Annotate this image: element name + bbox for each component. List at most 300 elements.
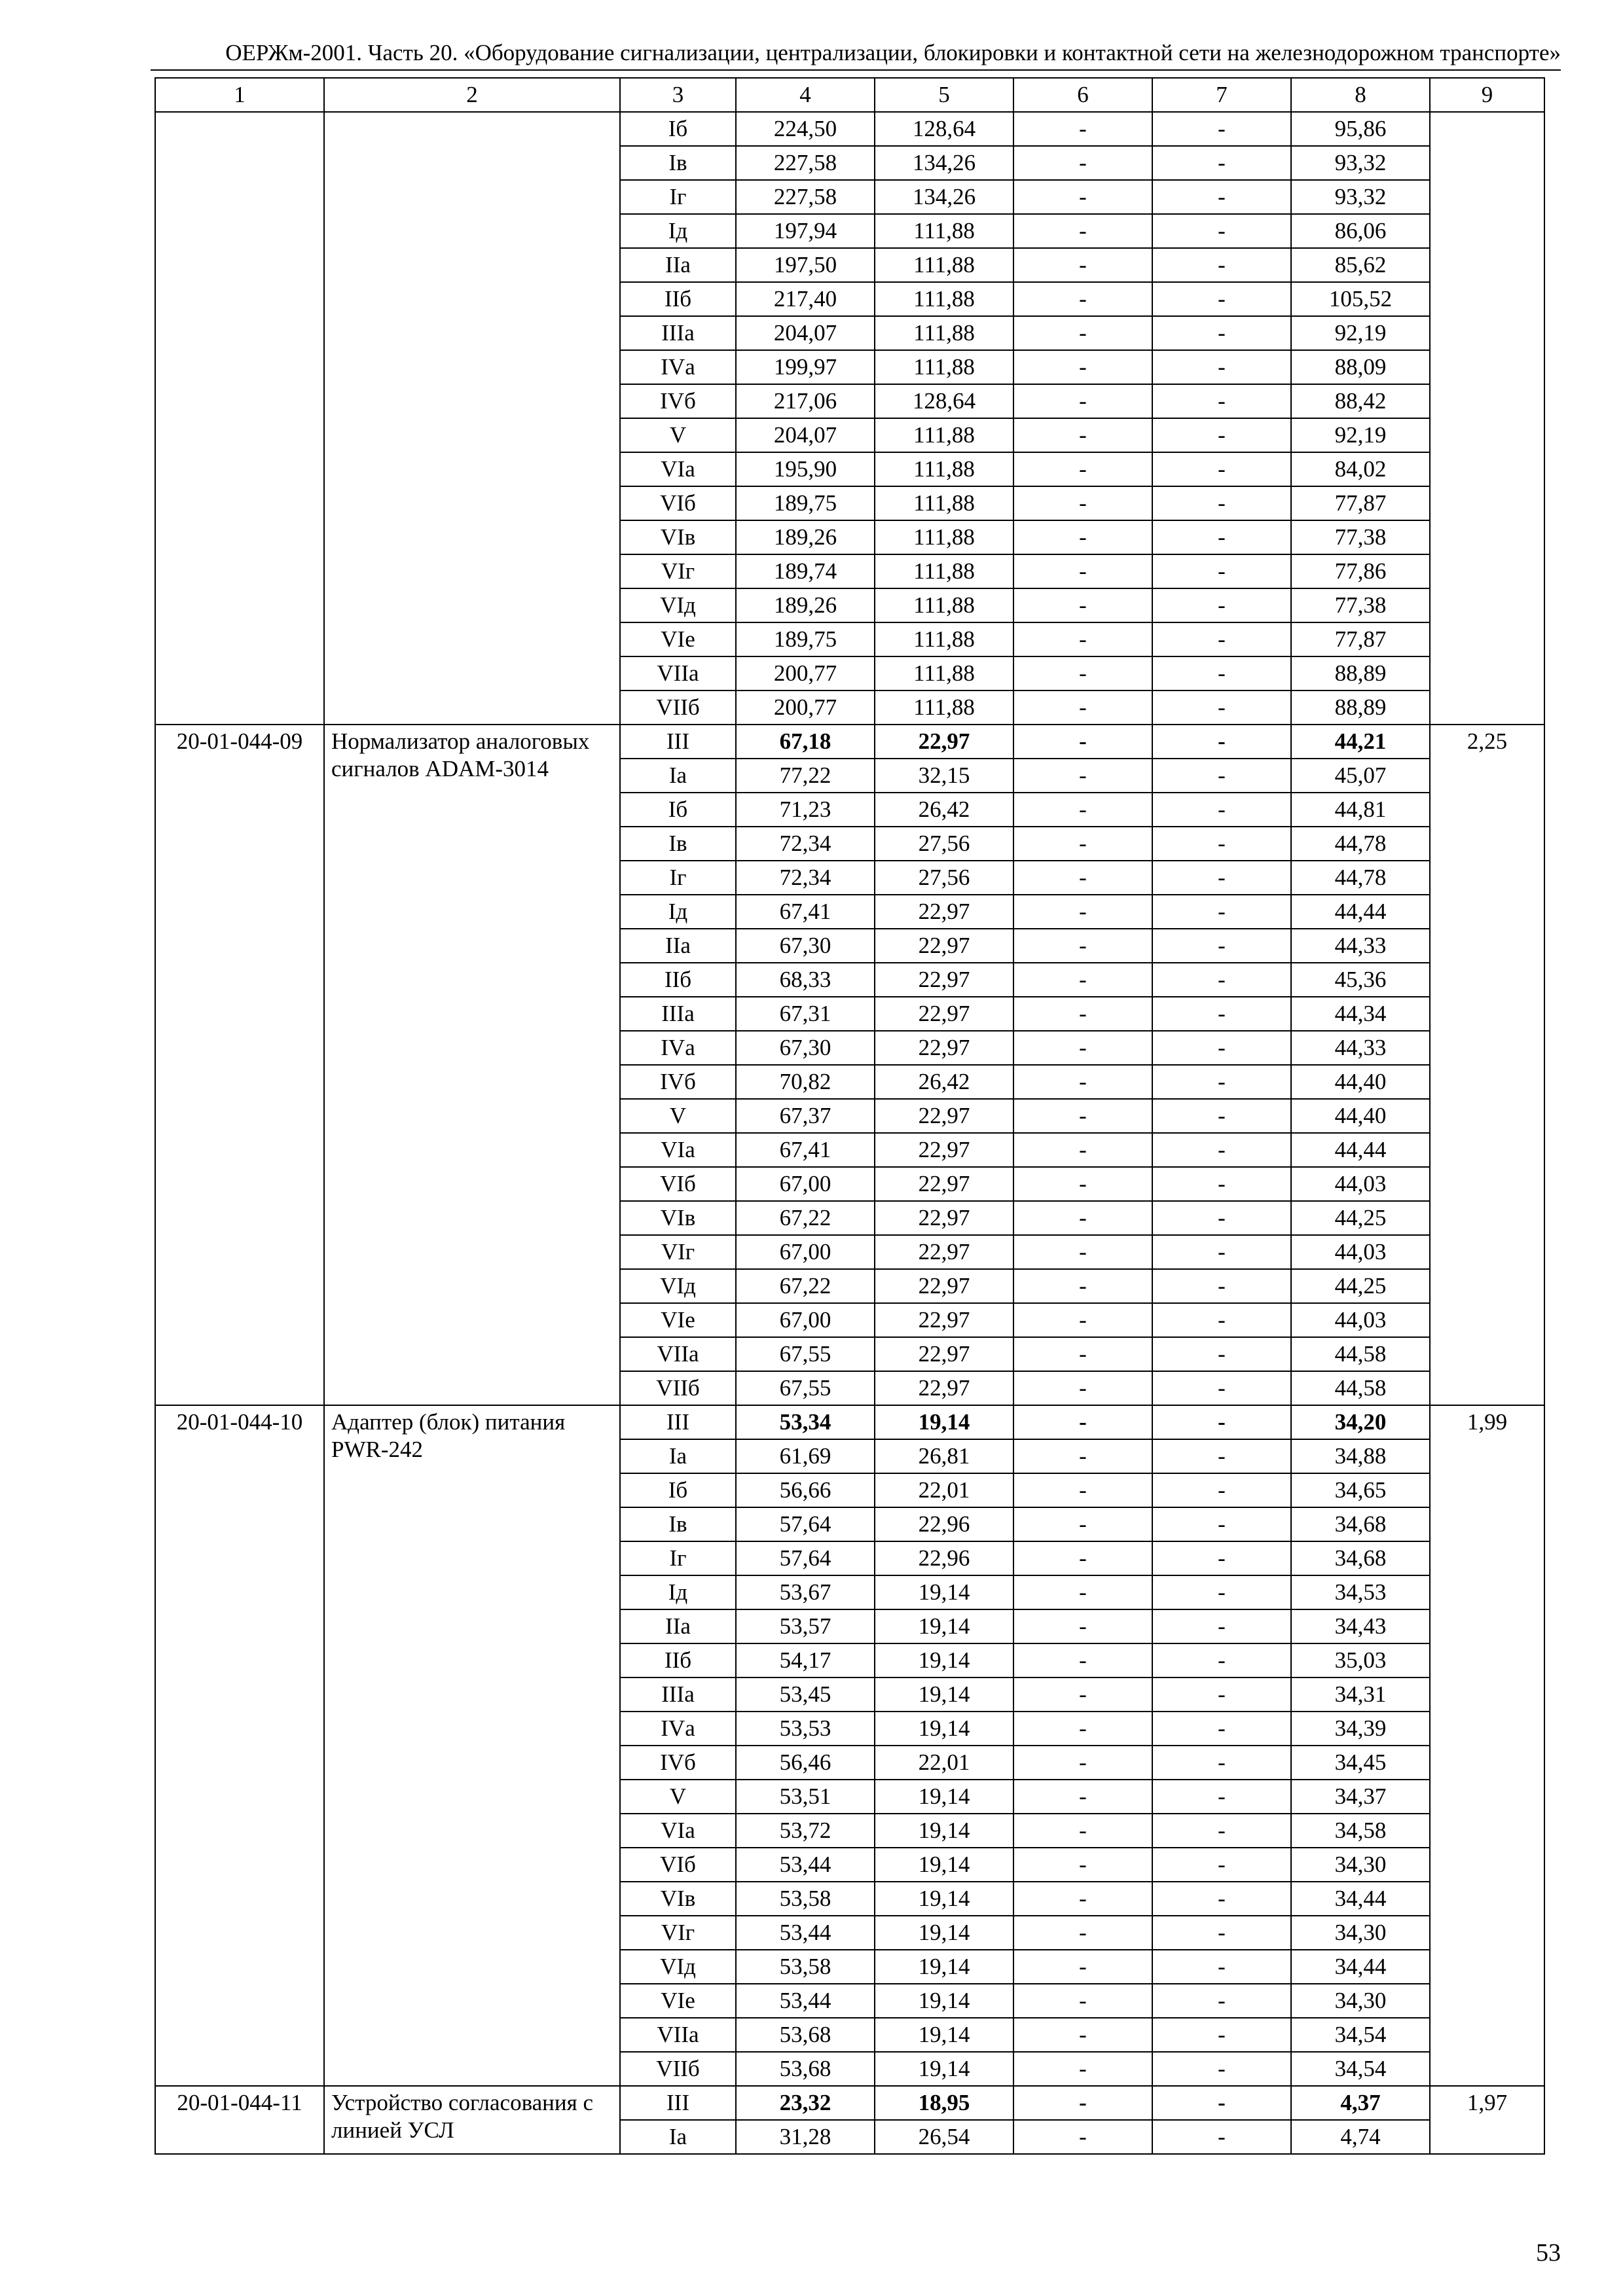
- labor-cost: 111,88: [875, 350, 1013, 384]
- labor-cost: 22,97: [875, 1201, 1013, 1235]
- material-cost: 44,33: [1291, 1031, 1430, 1065]
- direct-cost: 200,77: [736, 656, 875, 691]
- machinist-wage: -: [1152, 1677, 1291, 1712]
- work-name: Нормализатор аналоговых сигналов ADAM-3014: [324, 725, 620, 1405]
- machine-cost: -: [1013, 1405, 1152, 1439]
- zone-label: IVа: [620, 350, 736, 384]
- labor-cost: 19,14: [875, 1780, 1013, 1814]
- labor-hours: 1,99: [1430, 1405, 1544, 2086]
- labor-cost: 134,26: [875, 146, 1013, 180]
- machine-cost: -: [1013, 1201, 1152, 1235]
- material-cost: 34,43: [1291, 1609, 1430, 1643]
- machine-cost: -: [1013, 1031, 1152, 1065]
- direct-cost: 224,50: [736, 112, 875, 146]
- direct-cost: 77,22: [736, 759, 875, 793]
- zone-label: IIб: [620, 1643, 736, 1677]
- labor-cost: 111,88: [875, 520, 1013, 554]
- material-cost: 34,30: [1291, 1848, 1430, 1882]
- machinist-wage: -: [1152, 622, 1291, 656]
- machine-cost: -: [1013, 827, 1152, 861]
- zone-label: VIв: [620, 520, 736, 554]
- labor-cost: 26,54: [875, 2120, 1013, 2154]
- labor-cost: 111,88: [875, 452, 1013, 486]
- machinist-wage: -: [1152, 963, 1291, 997]
- material-cost: 85,62: [1291, 248, 1430, 282]
- machine-cost: -: [1013, 1848, 1152, 1882]
- rates-table: [155, 77, 1545, 2155]
- machine-cost: -: [1013, 861, 1152, 895]
- direct-cost: 204,07: [736, 316, 875, 350]
- material-cost: 34,39: [1291, 1712, 1430, 1746]
- machinist-wage: -: [1152, 1133, 1291, 1167]
- machinist-wage: -: [1152, 691, 1291, 725]
- machine-cost: -: [1013, 1677, 1152, 1712]
- machinist-wage: -: [1152, 1609, 1291, 1643]
- labor-cost: 22,97: [875, 963, 1013, 997]
- machine-cost: -: [1013, 1609, 1152, 1643]
- zone-label: VIа: [620, 1814, 736, 1848]
- machinist-wage: -: [1152, 2086, 1291, 2120]
- zone-label: VIIб: [620, 2052, 736, 2086]
- machine-cost: -: [1013, 895, 1152, 929]
- material-cost: 44,58: [1291, 1337, 1430, 1371]
- machine-cost: -: [1013, 2052, 1152, 2086]
- direct-cost: 53,72: [736, 1814, 875, 1848]
- zone-label: VIIб: [620, 691, 736, 725]
- column-number-row: [155, 78, 1544, 112]
- material-cost: 44,34: [1291, 997, 1430, 1031]
- machine-cost: -: [1013, 1814, 1152, 1848]
- zone-label: VIб: [620, 1167, 736, 1201]
- machine-cost: -: [1013, 1065, 1152, 1099]
- material-cost: 34,37: [1291, 1780, 1430, 1814]
- machinist-wage: -: [1152, 452, 1291, 486]
- machinist-wage: -: [1152, 112, 1291, 146]
- zone-label: VIа: [620, 1133, 736, 1167]
- column-number: 2: [324, 78, 620, 112]
- machine-cost: -: [1013, 1984, 1152, 2018]
- labor-hours: 2,25: [1430, 725, 1544, 1405]
- machinist-wage: -: [1152, 1643, 1291, 1677]
- machine-cost: -: [1013, 554, 1152, 588]
- material-cost: 88,89: [1291, 656, 1430, 691]
- machine-cost: -: [1013, 1780, 1152, 1814]
- material-cost: 88,89: [1291, 691, 1430, 725]
- labor-cost: 19,14: [875, 1984, 1013, 2018]
- zone-label: VIд: [620, 588, 736, 622]
- zone-label: VIб: [620, 1848, 736, 1882]
- machine-cost: -: [1013, 1541, 1152, 1575]
- machinist-wage: -: [1152, 793, 1291, 827]
- work-name: Устройство согласования с линией УСЛ: [324, 2086, 620, 2154]
- direct-cost: 67,55: [736, 1371, 875, 1405]
- labor-cost: 111,88: [875, 214, 1013, 248]
- material-cost: 93,32: [1291, 180, 1430, 214]
- material-cost: 34,30: [1291, 1916, 1430, 1950]
- labor-cost: 111,88: [875, 316, 1013, 350]
- material-cost: 92,19: [1291, 418, 1430, 452]
- material-cost: 34,65: [1291, 1473, 1430, 1507]
- machine-cost: -: [1013, 793, 1152, 827]
- machinist-wage: -: [1152, 1780, 1291, 1814]
- direct-cost: 54,17: [736, 1643, 875, 1677]
- machine-cost: -: [1013, 1269, 1152, 1303]
- direct-cost: 227,58: [736, 180, 875, 214]
- direct-cost: 72,34: [736, 861, 875, 895]
- labor-cost: 19,14: [875, 1575, 1013, 1609]
- labor-cost: 22,96: [875, 1541, 1013, 1575]
- material-cost: 44,21: [1291, 725, 1430, 759]
- labor-cost: 19,14: [875, 1712, 1013, 1746]
- direct-cost: 197,50: [736, 248, 875, 282]
- material-cost: 77,87: [1291, 622, 1430, 656]
- material-cost: 105,52: [1291, 282, 1430, 316]
- rate-code: 20-01-044-09: [155, 725, 324, 1405]
- zone-label: IIб: [620, 282, 736, 316]
- direct-cost: 217,06: [736, 384, 875, 418]
- material-cost: 34,30: [1291, 1984, 1430, 2018]
- direct-cost: 56,46: [736, 1746, 875, 1780]
- machine-cost: -: [1013, 1133, 1152, 1167]
- machine-cost: -: [1013, 1643, 1152, 1677]
- direct-cost: 189,75: [736, 622, 875, 656]
- machinist-wage: -: [1152, 725, 1291, 759]
- labor-cost: 19,14: [875, 1405, 1013, 1439]
- zone-label: Iд: [620, 895, 736, 929]
- zone-label: Iб: [620, 793, 736, 827]
- column-number: 8: [1291, 78, 1430, 112]
- table-body: [155, 112, 1544, 2154]
- work-name: [324, 112, 620, 725]
- material-cost: 34,53: [1291, 1575, 1430, 1609]
- machine-cost: -: [1013, 1882, 1152, 1916]
- machinist-wage: -: [1152, 180, 1291, 214]
- direct-cost: 67,30: [736, 1031, 875, 1065]
- material-cost: 77,87: [1291, 486, 1430, 520]
- labor-cost: 19,14: [875, 1609, 1013, 1643]
- machine-cost: -: [1013, 180, 1152, 214]
- labor-cost: 19,14: [875, 1882, 1013, 1916]
- labor-cost: 19,14: [875, 1848, 1013, 1882]
- machinist-wage: -: [1152, 861, 1291, 895]
- labor-cost: 111,88: [875, 248, 1013, 282]
- zone-label: III: [620, 2086, 736, 2120]
- labor-cost: 22,97: [875, 895, 1013, 929]
- material-cost: 44,40: [1291, 1065, 1430, 1099]
- column-number: 4: [736, 78, 875, 112]
- direct-cost: 61,69: [736, 1439, 875, 1473]
- table-row: [155, 725, 1544, 759]
- machine-cost: -: [1013, 588, 1152, 622]
- zone-label: VIг: [620, 1916, 736, 1950]
- material-cost: 44,44: [1291, 1133, 1430, 1167]
- labor-cost: 27,56: [875, 861, 1013, 895]
- material-cost: 44,03: [1291, 1303, 1430, 1337]
- zone-label: VIг: [620, 1235, 736, 1269]
- machine-cost: -: [1013, 1746, 1152, 1780]
- work-name: Адаптер (блок) питания PWR-242: [324, 1405, 620, 2086]
- zone-label: VIд: [620, 1950, 736, 1984]
- zone-label: VIIб: [620, 1371, 736, 1405]
- machinist-wage: -: [1152, 2018, 1291, 2052]
- zone-label: III: [620, 725, 736, 759]
- direct-cost: 189,26: [736, 520, 875, 554]
- zone-label: IIб: [620, 963, 736, 997]
- labor-cost: 19,14: [875, 1814, 1013, 1848]
- labor-cost: 22,97: [875, 929, 1013, 963]
- machine-cost: -: [1013, 1235, 1152, 1269]
- machine-cost: -: [1013, 1337, 1152, 1371]
- labor-hours: 1,97: [1430, 2086, 1544, 2154]
- direct-cost: 67,18: [736, 725, 875, 759]
- direct-cost: 189,74: [736, 554, 875, 588]
- labor-cost: 134,26: [875, 180, 1013, 214]
- direct-cost: 53,57: [736, 1609, 875, 1643]
- direct-cost: 67,55: [736, 1337, 875, 1371]
- material-cost: 44,78: [1291, 861, 1430, 895]
- machine-cost: -: [1013, 1167, 1152, 1201]
- material-cost: 77,86: [1291, 554, 1430, 588]
- zone-label: Iд: [620, 214, 736, 248]
- material-cost: 88,09: [1291, 350, 1430, 384]
- zone-label: V: [620, 1780, 736, 1814]
- zone-label: IIа: [620, 1609, 736, 1643]
- zone-label: Iг: [620, 180, 736, 214]
- machine-cost: -: [1013, 248, 1152, 282]
- material-cost: 44,58: [1291, 1371, 1430, 1405]
- direct-cost: 71,23: [736, 793, 875, 827]
- material-cost: 34,44: [1291, 1950, 1430, 1984]
- machine-cost: -: [1013, 759, 1152, 793]
- machinist-wage: -: [1152, 1099, 1291, 1133]
- direct-cost: 53,68: [736, 2018, 875, 2052]
- material-cost: 4,37: [1291, 2086, 1430, 2120]
- labor-cost: 128,64: [875, 384, 1013, 418]
- labor-cost: 22,97: [875, 1371, 1013, 1405]
- labor-cost: 27,56: [875, 827, 1013, 861]
- zone-label: IIIа: [620, 316, 736, 350]
- machinist-wage: -: [1152, 282, 1291, 316]
- material-cost: 44,25: [1291, 1269, 1430, 1303]
- zone-label: Iа: [620, 759, 736, 793]
- machinist-wage: -: [1152, 554, 1291, 588]
- machine-cost: -: [1013, 282, 1152, 316]
- labor-cost: 111,88: [875, 486, 1013, 520]
- machinist-wage: -: [1152, 929, 1291, 963]
- labor-cost: 26,42: [875, 1065, 1013, 1099]
- direct-cost: 189,26: [736, 588, 875, 622]
- machine-cost: -: [1013, 2120, 1152, 2154]
- labor-cost: 111,88: [875, 622, 1013, 656]
- labor-cost: 22,97: [875, 1133, 1013, 1167]
- machine-cost: -: [1013, 418, 1152, 452]
- direct-cost: 227,58: [736, 146, 875, 180]
- labor-cost: 19,14: [875, 1643, 1013, 1677]
- column-number: 9: [1430, 78, 1544, 112]
- material-cost: 95,86: [1291, 112, 1430, 146]
- direct-cost: 67,41: [736, 895, 875, 929]
- labor-cost: 111,88: [875, 554, 1013, 588]
- material-cost: 34,45: [1291, 1746, 1430, 1780]
- direct-cost: 217,40: [736, 282, 875, 316]
- labor-cost: 22,97: [875, 1269, 1013, 1303]
- direct-cost: 31,28: [736, 2120, 875, 2154]
- machine-cost: -: [1013, 1712, 1152, 1746]
- column-number: 5: [875, 78, 1013, 112]
- direct-cost: 67,22: [736, 1269, 875, 1303]
- zone-label: IIIа: [620, 997, 736, 1031]
- machinist-wage: -: [1152, 1201, 1291, 1235]
- machinist-wage: -: [1152, 1575, 1291, 1609]
- direct-cost: 53,53: [736, 1712, 875, 1746]
- labor-cost: 22,97: [875, 1337, 1013, 1371]
- material-cost: 45,36: [1291, 963, 1430, 997]
- machine-cost: -: [1013, 2086, 1152, 2120]
- material-cost: 44,78: [1291, 827, 1430, 861]
- labor-cost: 22,96: [875, 1507, 1013, 1541]
- zone-label: VIб: [620, 486, 736, 520]
- machine-cost: -: [1013, 963, 1152, 997]
- material-cost: 44,33: [1291, 929, 1430, 963]
- machine-cost: -: [1013, 1099, 1152, 1133]
- material-cost: 44,03: [1291, 1167, 1430, 1201]
- zone-label: Iд: [620, 1575, 736, 1609]
- material-cost: 34,68: [1291, 1541, 1430, 1575]
- labor-cost: 22,97: [875, 997, 1013, 1031]
- machine-cost: -: [1013, 725, 1152, 759]
- labor-cost: 22,97: [875, 1235, 1013, 1269]
- direct-cost: 200,77: [736, 691, 875, 725]
- zone-label: VIд: [620, 1269, 736, 1303]
- labor-cost: 22,97: [875, 1167, 1013, 1201]
- direct-cost: 53,45: [736, 1677, 875, 1712]
- machinist-wage: -: [1152, 1439, 1291, 1473]
- zone-label: VIе: [620, 1303, 736, 1337]
- material-cost: 44,25: [1291, 1201, 1430, 1235]
- zone-label: Iв: [620, 1507, 736, 1541]
- labor-cost: 111,88: [875, 656, 1013, 691]
- machine-cost: -: [1013, 1916, 1152, 1950]
- zone-label: VIIа: [620, 1337, 736, 1371]
- machinist-wage: -: [1152, 1848, 1291, 1882]
- zone-label: IIа: [620, 929, 736, 963]
- machine-cost: -: [1013, 146, 1152, 180]
- material-cost: 77,38: [1291, 520, 1430, 554]
- material-cost: 93,32: [1291, 146, 1430, 180]
- direct-cost: 195,90: [736, 452, 875, 486]
- zone-label: IVа: [620, 1712, 736, 1746]
- labor-cost: 26,42: [875, 793, 1013, 827]
- machine-cost: -: [1013, 2018, 1152, 2052]
- material-cost: 44,40: [1291, 1099, 1430, 1133]
- machinist-wage: -: [1152, 1065, 1291, 1099]
- machine-cost: -: [1013, 452, 1152, 486]
- labor-cost: 111,88: [875, 691, 1013, 725]
- machinist-wage: -: [1152, 1031, 1291, 1065]
- machinist-wage: -: [1152, 1541, 1291, 1575]
- machinist-wage: -: [1152, 418, 1291, 452]
- machinist-wage: -: [1152, 1950, 1291, 1984]
- material-cost: 34,54: [1291, 2018, 1430, 2052]
- material-cost: 45,07: [1291, 759, 1430, 793]
- direct-cost: 70,82: [736, 1065, 875, 1099]
- machine-cost: -: [1013, 656, 1152, 691]
- zone-label: Iг: [620, 861, 736, 895]
- rate-code: [155, 112, 324, 725]
- zone-label: Iб: [620, 112, 736, 146]
- direct-cost: 67,00: [736, 1167, 875, 1201]
- labor-cost: 22,01: [875, 1746, 1013, 1780]
- direct-cost: 67,41: [736, 1133, 875, 1167]
- material-cost: 34,88: [1291, 1439, 1430, 1473]
- direct-cost: 53,67: [736, 1575, 875, 1609]
- labor-cost: 22,01: [875, 1473, 1013, 1507]
- zone-label: VIа: [620, 452, 736, 486]
- zone-label: IVб: [620, 1065, 736, 1099]
- labor-cost: 22,97: [875, 1099, 1013, 1133]
- labor-cost: 128,64: [875, 112, 1013, 146]
- zone-label: VIIа: [620, 656, 736, 691]
- labor-cost: 111,88: [875, 282, 1013, 316]
- machinist-wage: -: [1152, 1916, 1291, 1950]
- machinist-wage: -: [1152, 1303, 1291, 1337]
- zone-label: IVб: [620, 384, 736, 418]
- machine-cost: -: [1013, 929, 1152, 963]
- direct-cost: 57,64: [736, 1541, 875, 1575]
- material-cost: 34,54: [1291, 2052, 1430, 2086]
- zone-label: Iг: [620, 1541, 736, 1575]
- machine-cost: -: [1013, 520, 1152, 554]
- machine-cost: -: [1013, 350, 1152, 384]
- zone-label: Iа: [620, 1439, 736, 1473]
- material-cost: 34,20: [1291, 1405, 1430, 1439]
- machinist-wage: -: [1152, 1984, 1291, 2018]
- labor-cost: 22,97: [875, 1303, 1013, 1337]
- labor-cost: 26,81: [875, 1439, 1013, 1473]
- machine-cost: -: [1013, 112, 1152, 146]
- machinist-wage: -: [1152, 1167, 1291, 1201]
- column-number: 1: [155, 78, 324, 112]
- machinist-wage: -: [1152, 1405, 1291, 1439]
- zone-label: VIIа: [620, 2018, 736, 2052]
- labor-cost: 19,14: [875, 2052, 1013, 2086]
- machine-cost: -: [1013, 384, 1152, 418]
- labor-cost: 111,88: [875, 588, 1013, 622]
- labor-cost: 22,97: [875, 1031, 1013, 1065]
- header-rule: [151, 69, 1561, 71]
- material-cost: 44,44: [1291, 895, 1430, 929]
- direct-cost: 56,66: [736, 1473, 875, 1507]
- material-cost: 35,03: [1291, 1643, 1430, 1677]
- machinist-wage: -: [1152, 248, 1291, 282]
- machinist-wage: -: [1152, 146, 1291, 180]
- labor-cost: 19,14: [875, 2018, 1013, 2052]
- column-number: 3: [620, 78, 736, 112]
- running-header: ОЕРЖм-2001. Часть 20. «Оборудование сигнализации, централизации, блокировки и контактной сети на железнодорожном транспорте»: [225, 40, 1561, 65]
- machine-cost: -: [1013, 214, 1152, 248]
- machinist-wage: -: [1152, 656, 1291, 691]
- zone-label: V: [620, 1099, 736, 1133]
- machine-cost: -: [1013, 1575, 1152, 1609]
- machinist-wage: -: [1152, 588, 1291, 622]
- direct-cost: 53,58: [736, 1882, 875, 1916]
- machinist-wage: -: [1152, 1269, 1291, 1303]
- machinist-wage: -: [1152, 350, 1291, 384]
- direct-cost: 68,33: [736, 963, 875, 997]
- machine-cost: -: [1013, 622, 1152, 656]
- machine-cost: -: [1013, 316, 1152, 350]
- direct-cost: 67,00: [736, 1303, 875, 1337]
